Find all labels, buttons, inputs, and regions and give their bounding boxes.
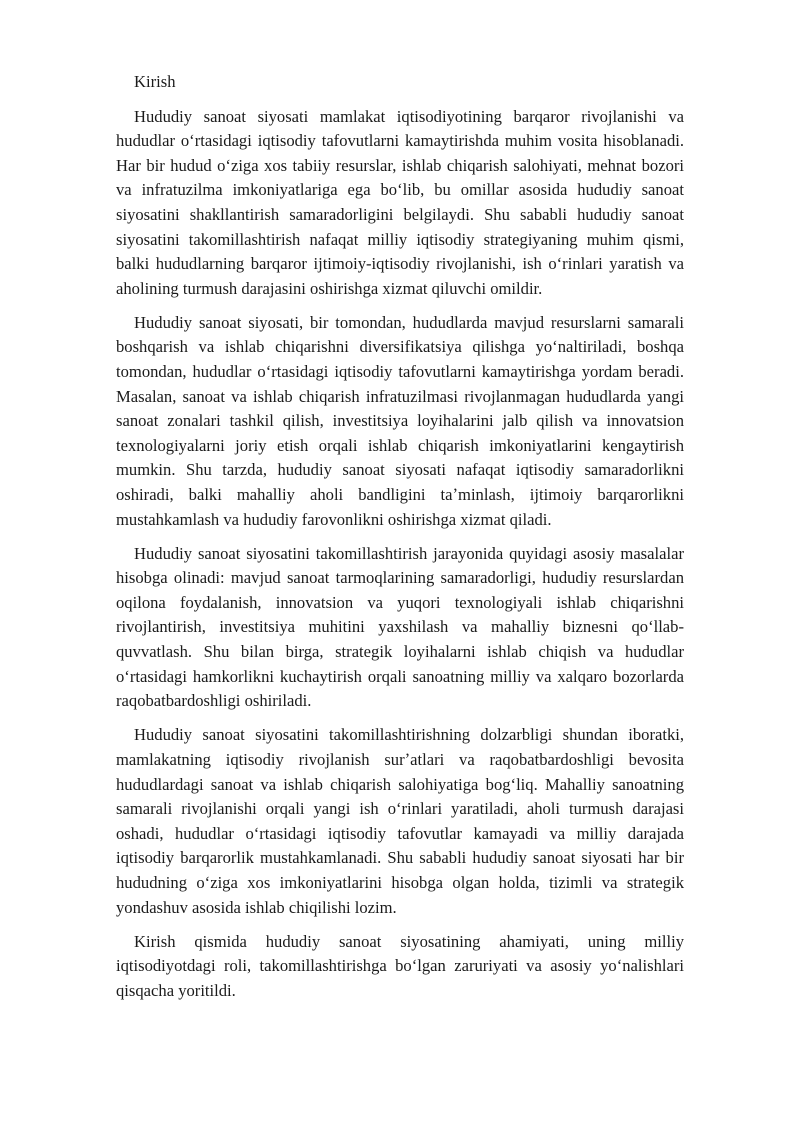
paragraph-4: Hududiy sanoat siyosatini takomillashtirishning dolzarbligi shundan iboratki, mamlakatning iqtisodiy rivojlanish surʼatlari va raqobatbardoshligi bevosita hududlardagi sanoat va ishlab chiqarish salohiyatiga bogʻliq. Mahalliy sanoatning samarali rivojlanishi orqali yangi ish oʻrinlari yaratiladi, aholi turmush darajasi oshadi, hududlar oʻrtasidagi iqtisodiy tafovutlar kamayadi va milliy darajada iqtisodiy barqarorlik mustahkamlanadi. Shu sababli hududiy sanoat siyosati har bir hududning oʻziga xos imkoniyatlarini hisobga olgan holda, tizimli va strategik yondashuv asosida ishlab chiqilishi lozim. [116,725,684,917]
section-heading: Kirish [134,72,176,91]
paragraph-2: Hududiy sanoat siyosati, bir tomondan, hududlarda mavjud resurslarni samarali boshqarish va ishlab chiqarishni diversifikatsiya qilishga yoʻnaltiriladi, boshqa tomondan, hududlar oʻrtasidagi iqtisodiy tafovutlarni kamaytirishga yordam beradi. Masalan, sanoat va ishlab chiqarish infratuzilmasi rivojlanmagan hududlarda yangi sanoat zonalari tashkil qilish, investitsiya loyihalarini jalb qilish va innovatsion texnologiyalarni joriy etish orqali ishlab chiqarish imkoniyatlarini kengaytirish mumkin. Shu tarzda, hududiy sanoat siyosati nafaqat iqtisodiy samaradorlikni oshiradi, balki mahalliy aholi bandligini taʼminlash, ijtimoiy barqarorlikni mustahkamlash va hududiy farovonlikni oshirishga xizmat qiladi. [116,312,684,529]
paragraph-3: Hududiy sanoat siyosatini takomillashtirish jarayonida quyidagi asosiy masalalar hisobga olinadi: mavjud sanoat tarmoqlarining samaradorligi, hududiy resurslardan oqilona foydalanish, innovatsion va yuqori texnologiyali ishlab chiqarishni rivojlantirish, investitsiya muhitini yaxshilash va mahalliy biznesni qoʻllab-quvvatlash. Shu bilan birga, strategik loyihalarni ishlab chiqish va hududlar oʻrtasidagi hamkorlikni kuchaytirish orqali sanoatning milliy va xalqaro bozorlarda raqobatbardoshligi oshiriladi. [116,543,684,711]
document-page [116,70,684,1013]
paragraph-5: Kirish qismida hududiy sanoat siyosatining ahamiyati, uning milliy iqtisodiyotdagi roli, takomillashtirishga boʻlgan zaruriyati va asosiy yoʻnalishlari qisqacha yoritildi. [116,931,684,1000]
paragraph-1: Hududiy sanoat siyosati mamlakat iqtisodiyotining barqaror rivojlanishi va hududlar oʻrtasidagi iqtisodiy tafovutlarni kamaytirishda muhim vosita hisoblanadi. Har bir hudud oʻziga xos tabiiy resurslar, ishlab chiqarish salohiyati, mehnat bozori va infratuzilma imkoniyatlariga ega boʻlib, bu omillar asosida hududiy sanoat siyosatini shakllantirish samaradorligini belgilaydi. Shu sababli hududiy sanoat siyosatini takomillashtirish nafaqat milliy iqtisodiy strategiyaning muhim qismi, balki hududlarning barqaror ijtimoiy-iqtisodiy rivojlanishi, ish oʻrinlari yaratish va aholining turmush darajasini oshirishga xizmat qiluvchi omildir. [116,106,684,298]
